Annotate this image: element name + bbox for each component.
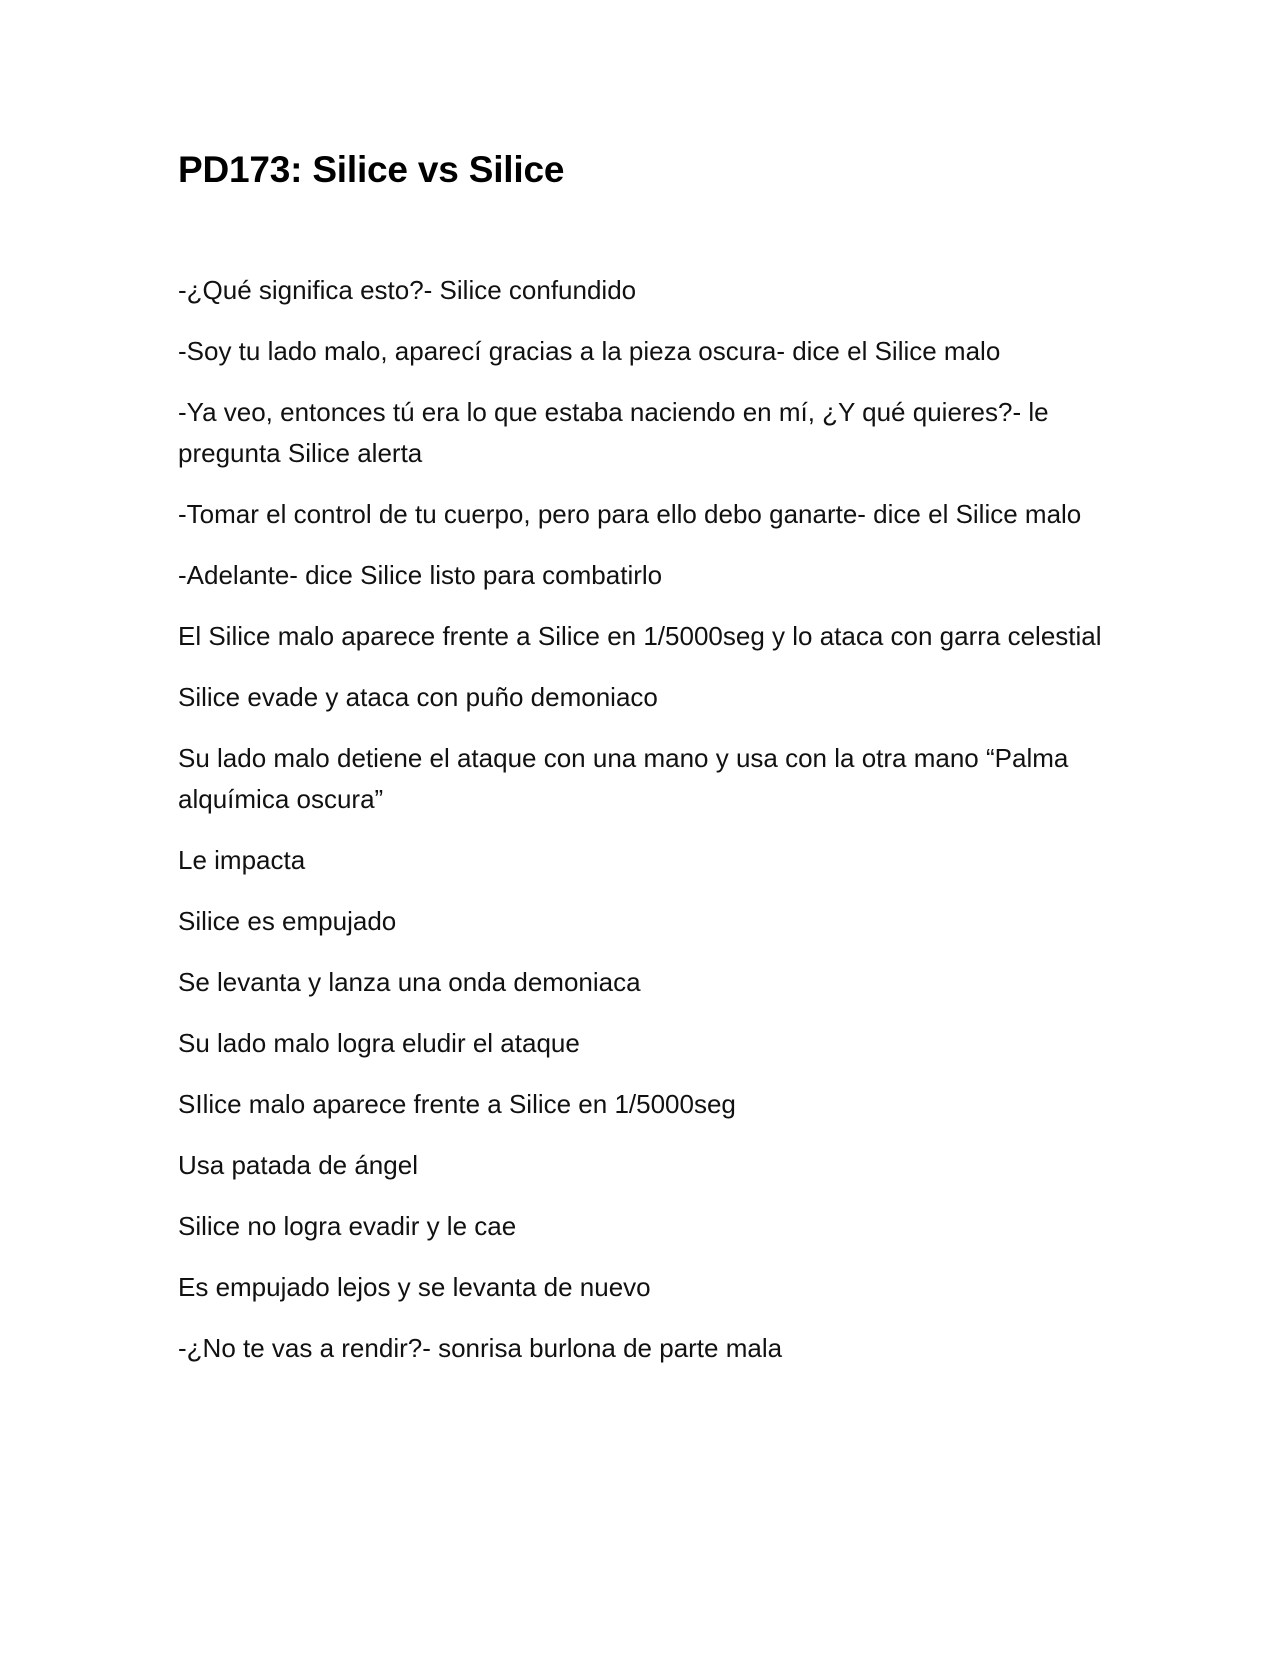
paragraph: Su lado malo detiene el ataque con una mano y usa con la otra mano “Palma alquímica oscura” (178, 743, 1069, 815)
paragraph: SIlice malo aparece frente a Silice en 1/5000seg (178, 1089, 736, 1120)
paragraph: -¿Qué significa esto?- Silice confundido (178, 275, 637, 306)
document-title: PD173: Silice vs Silice (178, 149, 565, 190)
paragraph: Usa patada de ángel (178, 1150, 418, 1181)
document-content (178, 148, 1118, 1389)
paragraph: -Ya veo, entonces tú era lo que estaba naciendo en mí, ¿Y qué quieres?- le pregunta Silice alerta (178, 397, 1049, 469)
document-body (178, 270, 1118, 1369)
paragraph: -¿No te vas a rendir?- sonrisa burlona de parte mala (178, 1333, 783, 1364)
paragraph: Se levanta y lanza una onda demoniaca (178, 967, 641, 998)
paragraph: Silice es empujado (178, 906, 397, 937)
paragraph: -Adelante- dice Silice listo para combatirlo (178, 560, 663, 591)
paragraph: Silice no logra evadir y le cae (178, 1211, 517, 1242)
paragraph: Es empujado lejos y se levanta de nuevo (178, 1272, 651, 1303)
paragraph: -Soy tu lado malo, aparecí gracias a la pieza oscura- dice el Silice malo (178, 336, 1001, 367)
paragraph: -Tomar el control de tu cuerpo, pero para ello debo ganarte- dice el Silice malo (178, 499, 1082, 530)
paragraph: El Silice malo aparece frente a Silice en 1/5000seg y lo ataca con garra celestial (178, 621, 1102, 652)
paragraph: Silice evade y ataca con puño demoniaco (178, 682, 658, 713)
paragraph: Su lado malo logra eludir el ataque (178, 1028, 580, 1059)
paragraph: Le impacta (178, 845, 306, 876)
